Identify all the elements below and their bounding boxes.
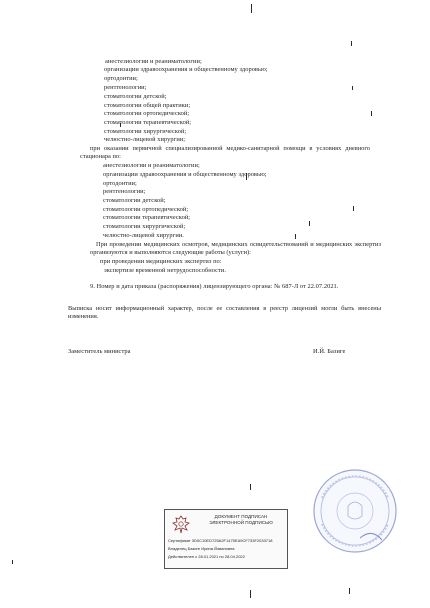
- electronic-signature-stamp: [164, 509, 288, 569]
- scan-mark: [351, 41, 352, 46]
- list-item: челюстно-лицевой хирургии;: [104, 136, 186, 143]
- list-item: стоматологии ортопедической;: [104, 110, 190, 117]
- scan-mark: [250, 484, 251, 490]
- list-item: стоматологии терапевтической;: [104, 119, 192, 126]
- list-item: стоматологии детской;: [104, 93, 167, 100]
- list-item: рентгенологии;: [104, 84, 147, 91]
- scan-mark: [12, 560, 13, 564]
- list-item: организации здравоохранения и общественному здоровью;: [103, 171, 267, 178]
- exam-paragraph: При проведении медицинских осмотров, медицинских освидетельствований и медицинских экспертиз организуются и выполняются следующие работы (услуги):: [90, 241, 381, 256]
- exam-line: при проведении медицинских экспертиз по:: [100, 258, 222, 265]
- scan-mark: [353, 206, 354, 211]
- list-item: организации здравоохранения и общественному здоровью;: [104, 66, 268, 73]
- scan-mark: [349, 588, 350, 594]
- list-item: стоматологии ортопедической;: [103, 206, 189, 213]
- stamp-certificate: Сертификат 3D0C10ED725A2F1475EA9CF733F2033718: [168, 538, 273, 543]
- notice-paragraph: Выписка носит информационный характер, после ее составления в реестр лицензий могли быть внесены изменения.: [68, 305, 381, 320]
- scan-mark: [371, 111, 372, 116]
- section-intro: при оказании первичной специализированной медико-санитарной помощи в условиях дневного стационара по:: [80, 145, 370, 160]
- list-item: стоматологии терапевтической;: [103, 214, 191, 221]
- scan-mark: [251, 4, 252, 13]
- signatory-name: И.Й. Базиге: [313, 348, 346, 355]
- scan-mark: [250, 590, 251, 598]
- list-item: ортодонтии;: [103, 180, 137, 187]
- list-item: стоматологии детской;: [103, 197, 166, 204]
- list-item: рентгенологии;: [103, 188, 146, 195]
- scan-mark: [295, 234, 296, 239]
- stamp-owner: Владелец Базиге Ирина Йовановна: [168, 546, 235, 551]
- exam-line: экспертизе временной нетрудоспособности.: [104, 267, 226, 274]
- scan-mark: [309, 221, 310, 226]
- list-item: ортодонтии;: [104, 75, 138, 82]
- round-official-seal-icon: [312, 468, 398, 554]
- list-item: анестезиологии и реаниматологии;: [103, 162, 200, 169]
- stamp-header: ДОКУМЕНТ ПОДПИСАН ЭЛЕКТРОННОЙ ПОДПИСЬЮ: [209, 514, 273, 525]
- stamp-validity: Действителен с 28.01.2021 по 28.04.2022: [168, 554, 245, 559]
- order-line: 9. Номер и дата приказа (распоряжения) лицензирующего органа: № 687-Л от 22.07.2021.: [90, 283, 339, 290]
- state-emblem-icon: [169, 514, 193, 536]
- scan-mark: [352, 86, 353, 90]
- list-item: анестезиологии и реаниматологии;: [105, 58, 202, 65]
- list-item: стоматологии хирургической;: [103, 223, 186, 230]
- signatory-title: Заместитель министра: [68, 348, 131, 355]
- list-item: стоматологии общей практики;: [104, 102, 191, 109]
- list-item: стоматологии хирургической;: [104, 128, 187, 135]
- list-item: челюстно-лицевой хирургии.: [103, 232, 184, 239]
